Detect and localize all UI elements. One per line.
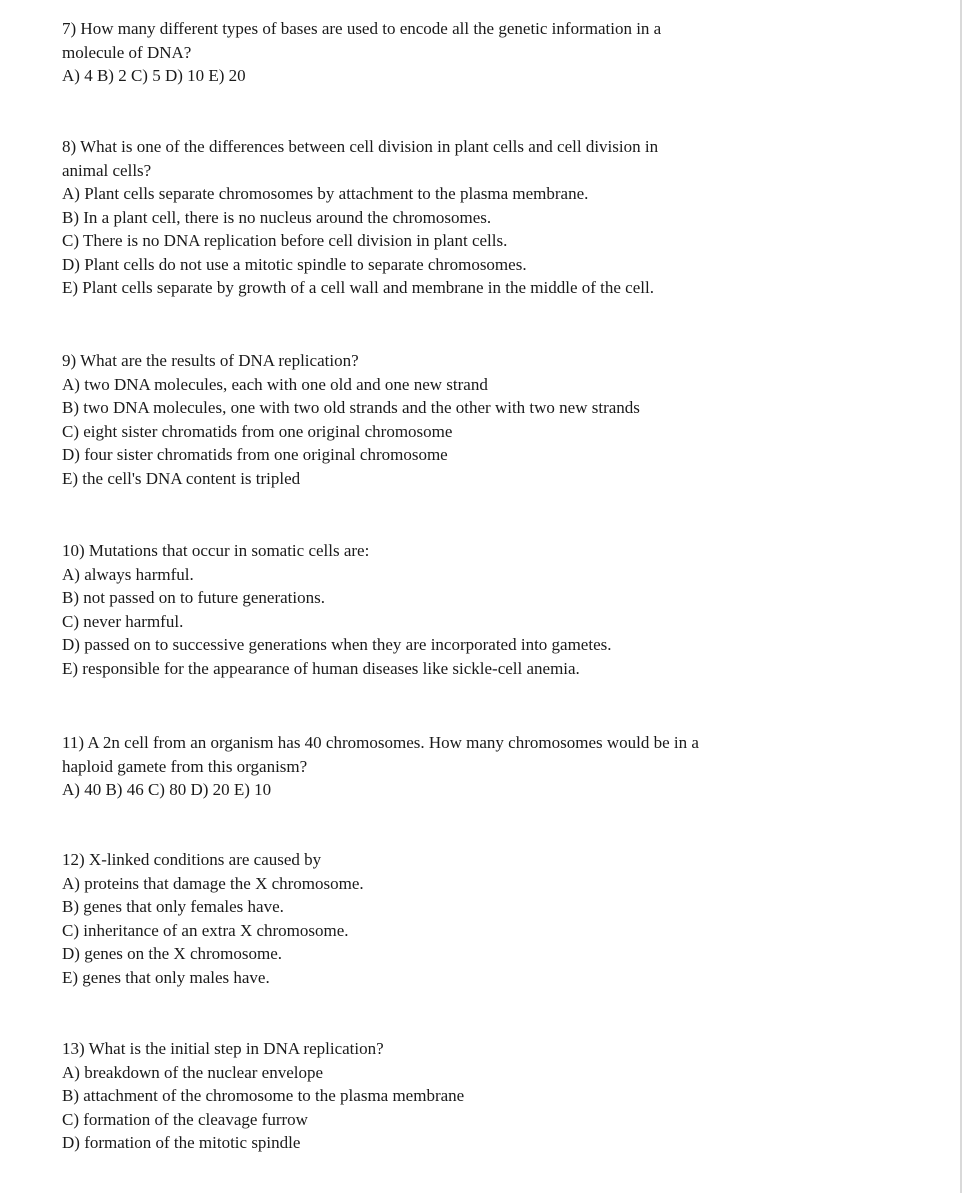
answer-option: E) the cell's DNA content is tripled bbox=[62, 468, 301, 488]
answer-option: E) Plant cells separate by growth of a cell wall and membrane in the middle of the cell. bbox=[62, 278, 654, 297]
question-stem: 8) What is one of the differences between cell division in plant cells and cell division in bbox=[62, 137, 659, 156]
answer-option: E) genes that only males have. bbox=[62, 967, 270, 987]
answer-option: C) There is no DNA replication before cell division in plant cells. bbox=[62, 231, 508, 250]
question-stem: molecule of DNA? bbox=[62, 42, 192, 62]
answer-option: B) attachment of the chromosome to the plasma membrane bbox=[62, 1086, 465, 1105]
question-stem: animal cells? bbox=[62, 160, 152, 180]
answer-option: C) never harmful. bbox=[62, 611, 184, 631]
answer-option: D) four sister chromatids from one original chromosome bbox=[62, 445, 448, 464]
question-stem: haploid gamete from this organism? bbox=[62, 756, 308, 776]
answer-option: C) formation of the cleavage furrow bbox=[62, 1109, 308, 1129]
question-stem: 9) What are the results of DNA replication? bbox=[62, 351, 359, 370]
answer-option: B) genes that only females have. bbox=[62, 897, 284, 916]
answer-option: B) not passed on to future generations. bbox=[62, 588, 325, 607]
answer-option: A) proteins that damage the X chromosome. bbox=[62, 873, 364, 893]
answer-option: A) always harmful. bbox=[62, 564, 194, 584]
question-13 bbox=[62, 1037, 862, 1155]
question-9 bbox=[62, 349, 862, 490]
question-stem: 7) How many different types of bases are used to encode all the genetic information in a bbox=[62, 19, 662, 38]
question-12 bbox=[62, 848, 862, 989]
question-stem: 11) A 2n cell from an organism has 40 chromosomes. How many chromosomes would be in a bbox=[62, 733, 699, 752]
answer-option: A) breakdown of the nuclear envelope bbox=[62, 1062, 324, 1082]
question-11 bbox=[62, 731, 862, 802]
question-10 bbox=[62, 539, 862, 680]
answer-option: C) inheritance of an extra X chromosome. bbox=[62, 920, 349, 940]
question-8 bbox=[62, 135, 862, 300]
question-stem: 13) What is the initial step in DNA replication? bbox=[62, 1039, 384, 1058]
question-7 bbox=[62, 17, 862, 88]
answer-option: D) formation of the mitotic spindle bbox=[62, 1133, 301, 1152]
answer-option: D) passed on to successive generations when they are incorporated into gametes. bbox=[62, 635, 612, 654]
answer-option: B) In a plant cell, there is no nucleus around the chromosomes. bbox=[62, 207, 492, 227]
answer-option: A) 4 B) 2 C) 5 D) 10 E) 20 bbox=[62, 66, 246, 85]
answer-option: B) two DNA molecules, one with two old strands and the other with two new strands bbox=[62, 398, 640, 417]
answer-option: A) 40 B) 46 C) 80 D) 20 E) 10 bbox=[62, 780, 272, 799]
answer-option: E) responsible for the appearance of human diseases like sickle-cell anemia. bbox=[62, 658, 580, 678]
answer-option: A) two DNA molecules, each with one old and one new strand bbox=[62, 374, 488, 394]
question-stem: 12) X-linked conditions are caused by bbox=[62, 850, 322, 869]
answer-option: C) eight sister chromatids from one original chromosome bbox=[62, 421, 453, 441]
answer-option: A) Plant cells separate chromosomes by attachment to the plasma membrane. bbox=[62, 184, 589, 203]
answer-option: D) Plant cells do not use a mitotic spindle to separate chromosomes. bbox=[62, 254, 527, 274]
question-stem: 10) Mutations that occur in somatic cells are: bbox=[62, 541, 370, 560]
answer-option: D) genes on the X chromosome. bbox=[62, 944, 283, 963]
